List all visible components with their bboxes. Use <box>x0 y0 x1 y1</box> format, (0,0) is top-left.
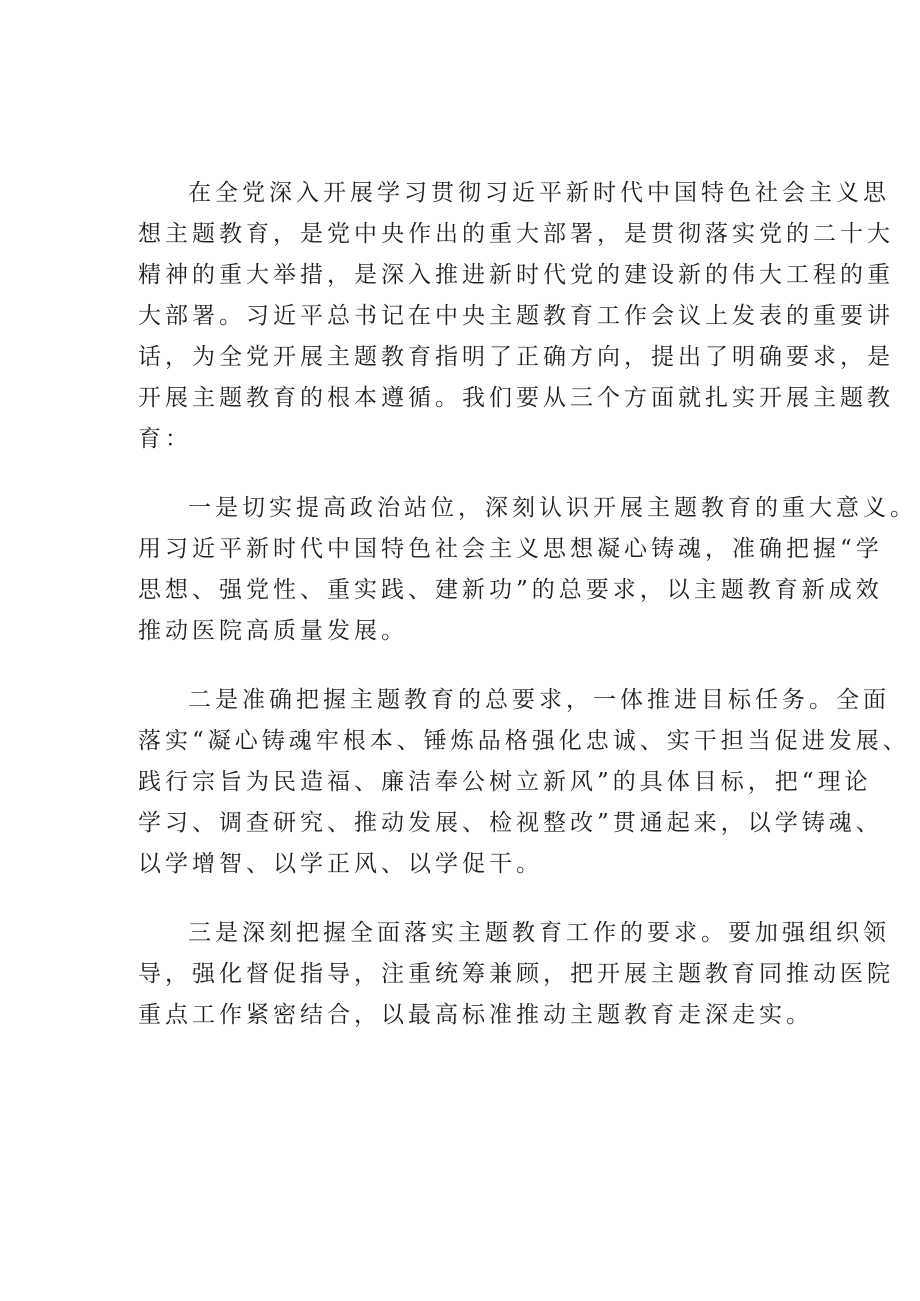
text-line: 学习、调查研究、推动发展、检视整改”贯通起来，以学铸魂、 <box>138 810 883 836</box>
text-line: 在全党深入开展学习贯彻习近平新时代中国特色社会主义思 <box>188 180 890 206</box>
text-line: 话，为全党开展主题教育指明了正确方向，提出了明确要求，是 <box>138 344 894 370</box>
text-line: 以学增智、以学正风、以学促干。 <box>138 851 543 877</box>
document-body <box>138 173 917 1036</box>
text-line: 大部署。习近平总书记在中央主题教育工作会议上发表的重要讲 <box>138 303 894 329</box>
text-line: 一是切实提高政治站位，深刻认识开展主题教育的重大意义。 <box>188 495 917 521</box>
text-line: 精神的重大举措，是深入推进新时代党的建设新的伟大工程的重 <box>138 262 894 288</box>
text-line: 开展主题教育的根本遵循。我们要从三个方面就扎实开展主题教 <box>138 385 894 411</box>
paragraph-point-three <box>138 913 894 1036</box>
text-line: 三是深刻把握全面落实主题教育工作的要求。要加强组织领 <box>188 920 890 946</box>
text-line: 想主题教育，是党中央作出的重大部署，是贯彻落实党的二十大 <box>138 221 894 247</box>
paragraph-point-one <box>138 488 917 652</box>
text-line: 育： <box>138 426 192 452</box>
paragraph-point-two <box>138 680 910 885</box>
text-line: 重点工作紧密结合，以最高标准推动主题教育走深走实。 <box>138 1002 813 1028</box>
paragraph-spacer <box>138 652 798 680</box>
paragraph-spacer <box>138 460 798 488</box>
text-line: 落实“凝心铸魂牢根本、锤炼品格强化忠诚、实干担当促进发展、 <box>138 728 910 754</box>
text-line: 二是准确把握主题教育的总要求，一体推进目标任务。全面 <box>188 687 890 713</box>
text-line: 导，强化督促指导，注重统筹兼顾，把开展主题教育同推动医院 <box>138 961 894 987</box>
paragraph-intro <box>138 173 894 460</box>
text-line: 思想、强党性、重实践、建新功”的总要求，以主题教育新成效 <box>138 577 883 603</box>
paragraph-spacer <box>138 885 798 913</box>
text-line: 践行宗旨为民造福、廉洁奉公树立新风”的具体目标，把“理论 <box>138 769 872 795</box>
text-line: 用习近平新时代中国特色社会主义思想凝心铸魂，准确把握“学 <box>138 536 883 562</box>
text-line: 推动医院高质量发展。 <box>138 618 408 644</box>
